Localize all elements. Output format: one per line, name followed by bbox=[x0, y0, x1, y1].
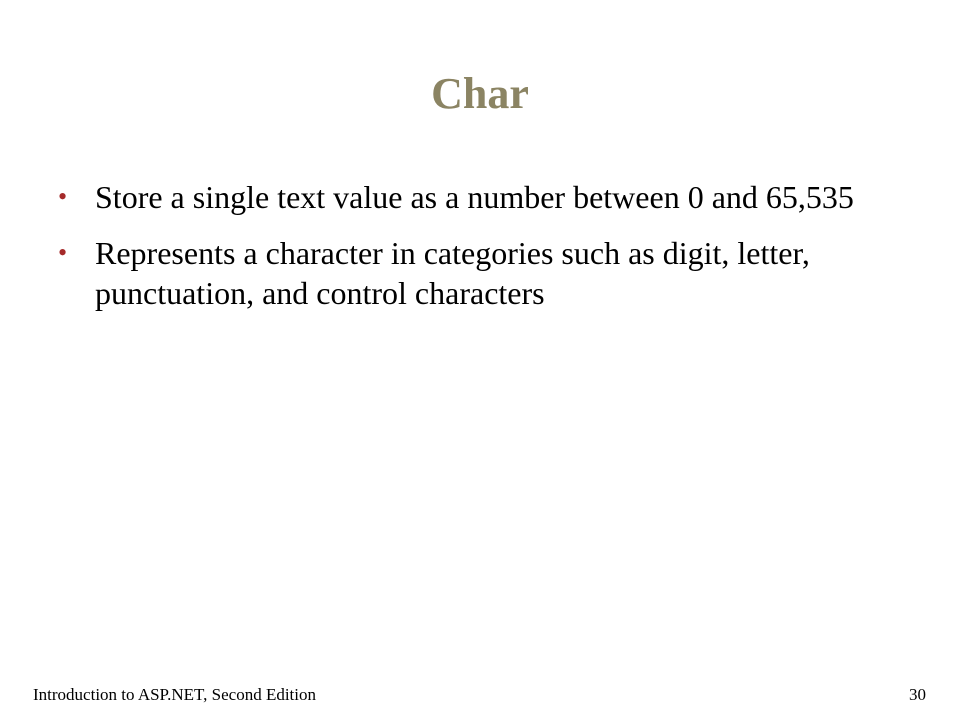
footer-page-number: 30 bbox=[909, 685, 926, 704]
bullet-icon: • bbox=[58, 238, 68, 267]
bullet-text: Represents a character in categories such as digit, letter, punctuation, and control characters bbox=[95, 235, 810, 311]
bullet-text: Store a single text value as a number between 0 and 65,535 bbox=[95, 179, 854, 215]
bullet-list bbox=[58, 177, 898, 329]
bullet-item bbox=[58, 177, 898, 217]
footer-book-title: Introduction to ASP.NET, Second Edition bbox=[33, 685, 317, 704]
slide-title: Char bbox=[431, 69, 529, 118]
bullet-icon: • bbox=[58, 182, 68, 211]
bullet-item bbox=[58, 233, 898, 313]
